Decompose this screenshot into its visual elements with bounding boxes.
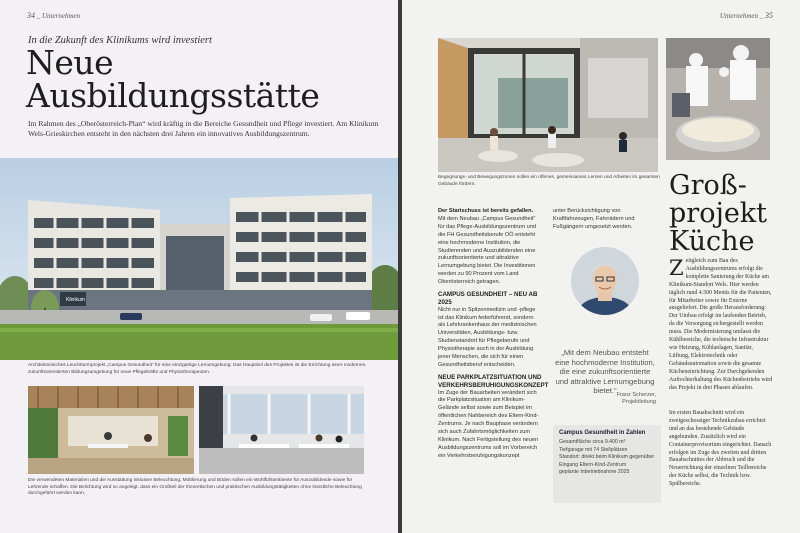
facts-title: Campus Gesundheit in Zahlen xyxy=(559,430,646,436)
folio-left: 34 _ Unternehmen xyxy=(27,11,81,20)
facts-item: Gesamtfläche circa 9.400 m² xyxy=(559,439,626,445)
left-page xyxy=(0,0,398,533)
interior-image-2 xyxy=(199,386,364,474)
caption-lobby: Begegnungs- und Bewegungszonen sollen ein offenes, gemeinsames Lernen und Arbeiten im gesamten Gebäude fördern. xyxy=(438,175,660,187)
lead-paragraph: Im Rahmen des „Oberösterreich-Plan“ wird kräftig in die Bereiche Gesundheit und Pflege investiert. Am Klinikum Wels-Grieskirchen entsteht in den nächsten drei Jahren ein innovatives Ausbildungszentrum. xyxy=(28,119,379,138)
article-column-1: Der Startschuss ist bereits gefallen. Mit dem Neubau „Campus Gesundheit“ für das Pflege-Ausbildungszentrum und die FH Gesundheitsberufe OÖ entsteht eine hochmoderne Institution, die Studierenden und Auszubildenden eine zukunftsorientierte und attraktive Lernumgebung bietet. Die Investitionen werden zu 90 Prozent vom Land Oberösterreich getragen. CAMPUS GESUNDHEIT – NEU AB 2025 Nicht nur in Spitzenmedizin und -pflege ist das Klinikum federführend, sondern als Lehrkrankenhaus der medizinischen Universitäten, Ausbildungs- bzw. Studienstandort für Pflegeberufe und Physiotherapie auch in der Ausbildung jener Menschen, die sich für einen Gesundheitsberuf entscheiden. NEUE PARKPLATZSITUATION UND VERKEHRSBERUHIGUNGSKONZEPT Im Zuge der Bauarbeiten verändert sich die Parkplatzsituation am Klinikum-Gelände selbst sowie zum Beispiel im öffentlichen Nahbereich des Eltern-Kind-Zentrums. Je nach Bauphase verändern sich auch Zufahrtsmöglichkeiten zum Klinikum. Nach Fertigstellung des neuen Ausbildungszentrums soll im Vorbereich ein Verkehrsberuhigungskonzept xyxy=(438,208,549,459)
kitchen-paragraph-1: Zeitgleich zum Bau des Ausbildungszentrums erfolgt die komplette Sanierung der Küche am Klinikum-Standort Wels. Hier werden täglich rund 4.500 Menüs für die Patienten, für Mitarbeiter sowie für Externe ausgeliefert. Die große Herausforderung: Der Umbau erfolgt im laufenden Betrieb, da die Versorgung sichergestellt werden muss. Die Modernisierung umfasst die Kühlbereiche, die technische Infrastruktur wie Heizung, Kühlanlagen, Sanitär, Lüftung, Elektrotechnik oder Gebäudeautomation sowie die gesamte Kücheneinrichtung. Zur Durchgehenden Aufrechterhaltung des Küchenbetriebs wird das Projekt in drei Phasen ablaufen. xyxy=(669,256,773,391)
facts-item: Tiefgarage mit 74 Stellplätzen xyxy=(559,446,628,453)
kicker: In die Zukunft des Klinikums wird investiert xyxy=(28,35,212,46)
facts-box xyxy=(553,425,661,503)
facts-item: geplante Inbetriebnahme 2025 xyxy=(559,469,630,475)
subheading-campus: CAMPUS GESUNDHEIT – NEU AB 2025 xyxy=(438,291,538,306)
kitchen-photo xyxy=(666,38,770,160)
pull-quote: „Mit dem Neubau entsteht eine hochmoderne Institution, die eine zukunftsorientierte und attraktive Lernumgebung bietet.“ xyxy=(555,348,655,396)
building-sign: Klinikum xyxy=(66,297,85,303)
kitchen-title: Groß- projekt Küche xyxy=(669,170,768,257)
caption-main: Architektonisches Leuchtturmprojekt „Campus Gesundheit“ für eine einzigartige Lernumgebung: Das Hauptziel des Projektes ist die Errichtung einer modernen, zukunftsorientierten Bildungsumgebung für neue Pflegekräfte und Physiotherapeuten. xyxy=(28,363,367,375)
portrait-photo xyxy=(571,247,639,315)
kitchen-paragraph-2: Im ersten Bauabschnitt wird ein zweigeschossiger Technikzubau errichtet und an das bestehende Gebäude angebunden. Zusätzlich wird ein Containerprovisorium eingerichtet. Danach erfolgen im Zuge des zweiten und dritten Bauabschnittes der Abbruch und die Neuerrichtung der einzelnen Teilbereiche der Küche selbst, die Technik bzw. Spülbereiche. xyxy=(669,410,772,488)
lobby-rendering-image xyxy=(438,38,658,172)
folio-right: Unternehmen _ 35 xyxy=(719,11,773,20)
article-column-2: unter Berücksichtigung von Kraftfahrzeugen, Fahrrädern und Fußgängern umgesetzt werden. xyxy=(553,208,635,230)
dropcap: Z xyxy=(669,256,684,280)
facts-item: Standort: direkt beim Klinikum gegenüber Eingang Eltern-Kind-Zentrum xyxy=(559,454,655,468)
page-title: Neue Ausbildungsstätte xyxy=(26,43,320,115)
caption-interiors: Die verwendeten Materialien und die Ausstattung inklusive Beleuchtung, Möblierung und Böden sollen ein Wohlfühlambiente für Auszubildende sowie für Lehrende schaffen. Die Belichtung wird so angelegt, dass ein Großteil der theoretischen und praktischen Ausbildungstätigkeiten ohne künstliche Beleuchtung durchgeführt werden kann. xyxy=(28,478,362,497)
subheading-parking: NEUE PARKPLATZSITUATION UND VERKEHRSBERUHIGUNGSKONZEPT xyxy=(438,373,549,389)
quote-attribution: Franz Scherzer, Projektleitung xyxy=(616,392,656,405)
building-rendering-image xyxy=(0,158,398,360)
interior-image-1 xyxy=(28,386,194,474)
